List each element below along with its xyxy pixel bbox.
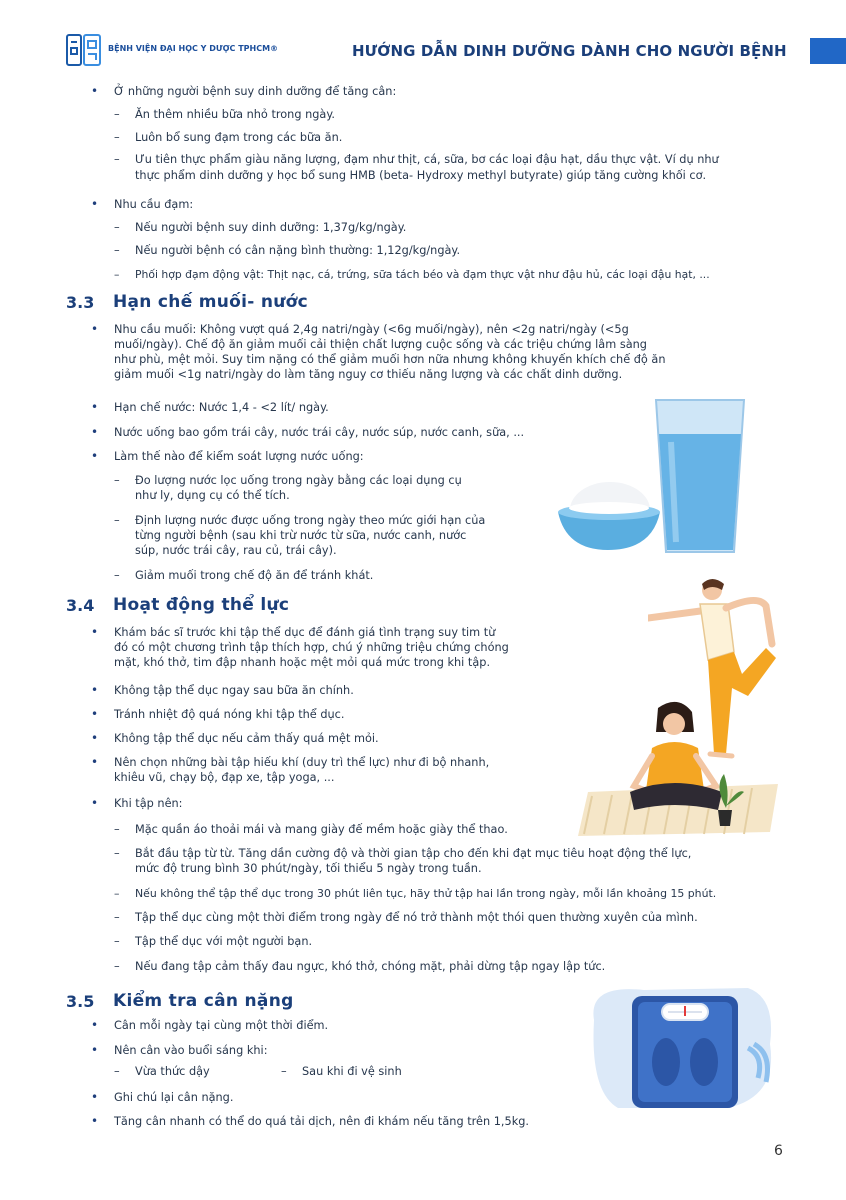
bullet-avoid-heat: • Tránh nhiệt độ quá nóng khi tập thể dục. — [114, 707, 344, 722]
section-number: 3.4 — [66, 596, 95, 615]
bullet-see-doctor — [114, 625, 509, 670]
section-number: 3.5 — [66, 992, 95, 1011]
bullet-not-when-tired: • Không tập thể dục nếu cảm thấy quá mệt mỏi. — [114, 731, 379, 746]
bullet-weigh-daily: • Cân mỗi ngày tại cùng một thời điểm. — [114, 1018, 328, 1033]
bullet-salt-need — [114, 322, 666, 382]
bullet-weight-gain: • Ở những người bệnh suy dinh dưỡng để tăng cân: — [114, 84, 396, 99]
section-title-salt-water: Hạn chế muối- nước — [113, 292, 309, 312]
header-accent-bar — [810, 38, 846, 64]
text-line: như phù, mệt mỏi. Suy tim nặng có thể giảm muối hơn nữa nhưng không khuyến khích chế độ ăn — [114, 353, 666, 366]
dash-measure-water — [135, 473, 462, 503]
text-line: mặt, khó thở, tim đập nhanh hoặc mệt mỏi quá mức trong khi tập. — [114, 656, 491, 669]
bullet-note-weight: • Ghi chú lại cân nặng. — [114, 1090, 233, 1105]
dash-item: – Phối hợp đạm động vật: Thịt nạc, cá, trứng, sữa tách béo và đạm thực vật như đậu hủ, các loại đậu hạt, ... — [135, 267, 710, 282]
bullet-how-to-control: • Làm thế nào để kiểm soát lượng nước uống: — [114, 449, 364, 464]
text-line: • Nhu cầu muối: Không vượt quá 2,4g natri/ngày (<6g muối/ngày), nên <2g natri/ngày (<5g — [114, 323, 629, 336]
dash-wake-up: – Vừa thức dậy — [135, 1064, 210, 1079]
dash-start-slowly — [135, 846, 691, 876]
bullet-weigh-morning: • Nên cân vào buổi sáng khi: — [114, 1043, 268, 1058]
dash-item: – Nếu người bệnh suy dinh dưỡng: 1,37g/kg/ngày. — [135, 220, 406, 235]
bullet-protein-need: • Nhu cầu đạm: — [114, 197, 193, 212]
page-number: 6 — [774, 1143, 783, 1159]
text-line: – Định lượng nước được uống trong ngày theo mức giới hạn của — [135, 514, 486, 527]
text-line: súp, nước trái cây, rau củ, trái cây). — [135, 544, 337, 557]
dash-stop-if-pain: – Nếu đang tập cảm thấy đau ngực, khó thở, chóng mặt, phải dừng tập ngay lập tức. — [135, 959, 605, 974]
bullet-aerobic — [114, 755, 489, 785]
text-line: • Khám bác sĩ trước khi tập thể dục để đánh giá tình trạng suy tim từ — [114, 626, 496, 639]
dash-item-continued: thực phẩm dinh dưỡng y học bổ sung HMB (beta- Hydroxy methyl butyrate) giúp tăng cường khối cơ. — [135, 169, 707, 182]
text-line: muối/ngày). Chế độ ăn giảm muối cải thiện chất lượng cuộc sống và các triệu chứng lâm sàng — [114, 338, 647, 351]
dash-item: – Nếu người bệnh có cân nặng bình thường: 1,12g/kg/ngày. — [135, 243, 460, 258]
section-title-physical-activity: Hoạt động thể lực — [113, 595, 290, 615]
text-line: mức độ trung bình 30 phút/ngày, tối thiểu 5 ngày trong tuần. — [135, 862, 482, 875]
section-number: 3.3 — [66, 293, 95, 312]
bullet-drinks: • Nước uống bao gồm trái cây, nước trái cây, nước súp, nước canh, sữa, ... — [114, 425, 524, 440]
document-title: HƯỚNG DẪN DINH DƯỠNG DÀNH CHO NGƯỜI BỆNH — [352, 42, 787, 60]
dash-item: – Ăn thêm nhiều bữa nhỏ trong ngày. — [135, 107, 335, 122]
text-line: khiêu vũ, chạy bộ, đạp xe, tập yoga, ... — [114, 771, 335, 784]
text-line: – Đo lượng nước lọc uống trong ngày bằng các loại dụng cụ — [135, 474, 462, 487]
hospital-name: BỆNH VIỆN ĐẠI HỌC Y DƯỢC TPHCM® — [108, 44, 279, 53]
text-line: giảm muối <1g natri/ngày do làm tăng nguy cơ thiếu năng lượng và các chất dinh dưỡng. — [114, 368, 623, 381]
meditation-illustration — [578, 700, 778, 842]
section-title-weight-check: Kiểm tra cân nặng — [113, 991, 294, 1011]
dash-split-sessions: – Nếu không thể tập thể dục trong 30 phút liên tục, hãy thử tập hai lần trong ngày, mỗi lần khoảng 15 phút. — [135, 886, 716, 901]
bullet-water-limit: • Hạn chế nước: Nước 1,4 - <2 lít/ ngày. — [114, 400, 329, 415]
bullet-rapid-weight-gain: • Tăng cân nhanh có thể do quá tải dịch, nên đi khám nếu tăng trên 1,5kg. — [114, 1114, 529, 1129]
dash-same-time: – Tập thể dục cùng một thời điểm trong ngày để nó trở thành một thói quen thường xuyên của mình. — [135, 910, 698, 925]
bullet-when-exercising: • Khi tập nên: — [114, 796, 183, 811]
dash-reduce-salt: – Giảm muối trong chế độ ăn để tránh khát. — [135, 568, 373, 583]
dash-clothes: – Mặc quần áo thoải mái và mang giày đế mềm hoặc giày thể thao. — [135, 822, 508, 837]
dash-after-toilet: – Sau khi đi vệ sinh — [302, 1064, 402, 1079]
dash-item: – Ưu tiên thực phẩm giàu năng lượng, đạm như thịt, cá, sữa, bơ các loại đậu hạt, dầu thực vật. Ví dụ như — [135, 152, 719, 167]
text-line: từng người bệnh (sau khi trừ nước từ sữa, nước canh, nước — [135, 529, 467, 542]
bathroom-scale-illustration — [588, 984, 778, 1112]
bullet-not-after-meal: • Không tập thể dục ngay sau bữa ăn chính. — [114, 683, 354, 698]
hospital-logo-icon — [66, 34, 102, 66]
text-line: – Bắt đầu tập từ từ. Tăng dần cường độ và thời gian tập cho đến khi đạt mục tiêu hoạt động thể lực, — [135, 847, 692, 860]
text-line: • Nên chọn những bài tập hiếu khí (duy trì thể lực) như đi bộ nhanh, — [114, 756, 490, 769]
dash-with-friend: – Tập thể dục với một người bạn. — [135, 934, 312, 949]
dash-item: – Luôn bổ sung đạm trong các bữa ăn. — [135, 130, 342, 145]
text-line: đó có một chương trình tập thích hợp, chú ý những triệu chứng chóng — [114, 641, 509, 654]
water-glass-salt-illustration — [556, 392, 756, 562]
text-line: như ly, dụng cụ có thể tích. — [135, 489, 290, 502]
dash-water-quota — [135, 513, 485, 558]
